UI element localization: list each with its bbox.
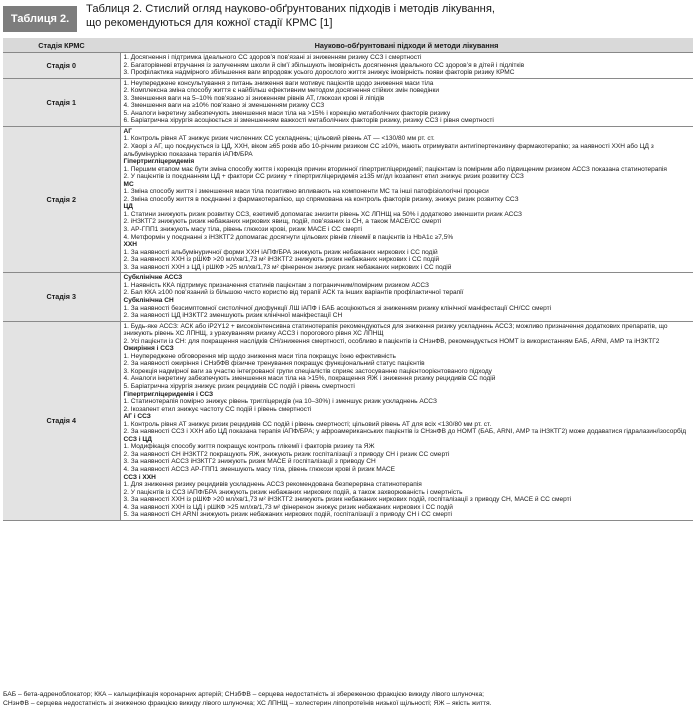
recommendation-item: 2. У пацієнтів із ССЗ іАПФ/БРА знижують ризик небажаних ниркових подій, а також захворюваність і смертність bbox=[123, 488, 463, 496]
recommendation-item: 1. Для зниження ризику рецидивів ускладнень АССЗ рекомендована безперервна статинотерапія bbox=[123, 481, 422, 489]
recommendation-item: 1. Статини знижують ризик розвитку ССЗ, езетиміб допомагає знизити рівень ХС ЛПНЩ на 50% і додатково зменшити ризик АССЗ bbox=[123, 210, 522, 218]
recommendation-item: 4. Метформін у поєднанні з іНЗКТГ2 допомагає досягнути цільових рівнів глікемії в пацієнтів із HbA1c ≥7,5% bbox=[123, 233, 454, 241]
table-badge: Таблиця 2. bbox=[3, 6, 77, 32]
recommendation-item: 3. Профілактика надмірного збільшення ваги впродовж усього дорослого життя знижує імовірність появи факторів ризику КРМС bbox=[123, 69, 515, 77]
subheading: ССЗ і ХХН bbox=[123, 473, 156, 481]
recommendation-item: 1. Неупереджене обговорення мір щодо зниження маси тіла покращує їхню ефективність bbox=[123, 352, 396, 360]
recommendation-item: 3. Зменшення ваги на 5–10% пов’язано зі зниженням рівнів АТ, глюкози крові й ліпідів bbox=[123, 94, 385, 102]
recommendation-item: 2. Бал ККА ≥100 пов’язаний із більшою чисто користю від терапії АСК та інших варіантів профілактичної терапії bbox=[123, 289, 464, 297]
recommendation-item: 2. За наявності СН іНЗКТГ2 покращують ЯЖ, знижують ризик госпіталізації з приводу СН і ризик СС смерті bbox=[123, 450, 450, 458]
subheading: Гіпертригліцеридемія bbox=[123, 158, 195, 166]
recommendation-item: 2. За наявності ЦД іНЗКТГ2 зменшують ризик клінічної маніфестації СН bbox=[123, 312, 343, 320]
table-row bbox=[3, 273, 693, 321]
recommendation-item: 6. Баріатрична хірургія асоціюється зі зменшенням важкості метаболічних факторів ризику, ризику ССЗ і рівня смертності bbox=[123, 117, 494, 125]
approaches-cell bbox=[120, 78, 693, 126]
subheading: АГ і ССЗ bbox=[123, 413, 151, 421]
recommendation-item: 2. Зміна способу життя в поєднанні з фармакотерапією, що спрямована на контроль факторів ризику, знижує ризик розвитку ССЗ bbox=[123, 195, 519, 203]
recommendation-item: 1. За наявності альбумінуричної форми ХХН іАПФ/БРА знижують ризик небажаних ниркових і СС подій bbox=[123, 248, 438, 256]
recommendation-item: 2. Ікозапент етил знижує частоту СС подій і рівень смертності bbox=[123, 405, 312, 413]
recommendation-item: 1. За наявності безсимптомної систолічної дисфункції ЛШ іАПФ і БАБ асоціюються зі зниженням ризику клінічної маніфестації СН/СС смерті bbox=[123, 304, 552, 312]
table-header bbox=[0, 0, 696, 38]
footnote-line-1: БАБ – бета-адреноблокатор; ККА – кальцифікація коронарних артерій; СНзбФВ – серцева недостатність зі збереженою фракцією викиду лівого шлуночка; bbox=[3, 691, 485, 698]
subheading: ССЗ і ЦД bbox=[123, 435, 152, 443]
recommendation-item: 2. Хворі з АГ, що поєднується із ЦД, ХХН, віком ≥65 років або 10-річним ризиком СС ≥10%, мають отримувати антигіпертензивну фармакотерапію; за наявності ХХН або ЦД з альбумінурією показана терапія іАПФ/БРА bbox=[123, 143, 654, 158]
subheading: ЦД bbox=[123, 203, 133, 211]
recommendation-item: 4. За наявності ХХН із ЦД і рШКФ >25 мл/хв/1,73 м² фінеренон знижує ризик небажаних ниркових і СС подій bbox=[123, 503, 453, 511]
table-title bbox=[86, 2, 686, 30]
recommendation-item: 2. Комплексна зміна способу життя є найбільш ефективним методом досягнення стійких змін поведінки bbox=[123, 87, 440, 95]
column-header-stage: Стадія КРМС bbox=[3, 38, 120, 53]
recommendation-item: 2. іНЗКТГ2 знижують ризик небажаних ниркових явищ, подій, пов’язаних із СН, а також МАСЕ/СС смерті bbox=[123, 218, 442, 226]
table-title-line-1: Таблиця 2. Стислий огляд науково-обґрунтованих підходів і методів лікування, bbox=[86, 3, 496, 15]
recommendation-item: 5. Аналоги інкретину забезпечують зменшення маси тіла на >15% і корекцію метаболічних факторів ризику bbox=[123, 109, 451, 117]
recommendation-item: 3. За наявності ХХН з ЦД і рШКФ >25 мл/хв/1,73 м² фінеренон знижує ризик небажаних ниркових і СС подій bbox=[123, 263, 452, 271]
subheading: Гіпертригліцеридемія і ССЗ bbox=[123, 390, 214, 398]
subheading: ХХН bbox=[123, 241, 137, 249]
recommendation-item: 5. За наявності СН ARNI знижують ризик небажаних ниркових подій, госпіталізації з приводу СН і СС смерті bbox=[123, 511, 452, 519]
footnote bbox=[3, 690, 693, 708]
recommendation-item: 1. Наявність ККА підтримує призначення статинів пацієнтам з пограничним/помірним ризиком АССЗ bbox=[123, 281, 429, 289]
recommendation-item: 2. У пацієнтів із поєднанням ЦД + фактори СС ризику + гіпертригліцеридемія ≥135 мг/дл ікозапент етил знижує ризик розвитку ССЗ bbox=[123, 173, 524, 181]
recommendation-item: 1. Будь-яке АССЗ: АСК або іР2Y12 + високоінтенсивна статинотерапія рекомендуються для зниження ризику ускладнень АССЗ; можливо призначення додаткових препаратів, що знижують рівень ХС ЛПНЩ, з урахуванням ризику АССЗ і порогового рівня ХС ЛПНЩ bbox=[123, 322, 668, 338]
table-head-row bbox=[3, 38, 693, 53]
recommendation-item: 1. Контроль рівня АТ знижує ризик рецидивів СС подій і рівень смертності; цільовий рівень АТ для всіх <130/80 мм рт. ст. bbox=[123, 420, 492, 428]
table-row bbox=[3, 126, 693, 272]
footnote-line-2: СНзнФВ – серцева недостатність зі зниженою фракцією викиду лівого шлуночка; ХС ЛПНЩ – холестерин ліпопротеїнів низької щільності; ЯЖ – якість життя. bbox=[3, 700, 492, 707]
approaches-cell bbox=[120, 321, 693, 520]
recommendation-item: 1. Неупереджене консультування з питань зниження ваги мотивує пацієнтів щодо зниження маси тіла bbox=[123, 79, 434, 87]
recommendation-item: 3. АР-ГПП1 знижують масу тіла, рівень глюкози крові, ризик МАСЕ і СС смерті bbox=[123, 226, 362, 234]
recommendation-item: 3. За наявності АССЗ іНЗКТГ2 знижують ризик МАСЕ й госпіталізації з приводу СН bbox=[123, 458, 376, 466]
approaches-cell bbox=[120, 273, 693, 321]
recommendation-item: 1. Модифікація способу життя покращує контроль глікемії і факторів ризику та ЯЖ bbox=[123, 443, 375, 451]
recommendation-item: 2. Багаторівневі втручання із залученням школи й сім’ї збільшують імовірність досягнення ідеального СС здоров’я в дітей і підлітків bbox=[123, 61, 525, 69]
approaches-cell bbox=[120, 53, 693, 79]
recommendation-item: 1. Зміна способу життя і зменшення маси тіла позитивно впливають на компоненти МС та інші патофізіологічні процеси bbox=[123, 188, 489, 196]
recommendation-item: 3. За наявності ХХН із рШКФ >20 мл/хв/1,73 м² іНЗКТГ2 знижують ризик небажаних ниркових подій, госпіталізації з приводу СН, МАСЕ й СС смерті bbox=[123, 496, 572, 504]
recommendation-item: 1. Контроль рівня АТ знижує ризик численних СС ускладнень; цільовий рівень АТ — <130/80 мм рт. ст. bbox=[123, 135, 435, 143]
stage-cell: Стадія 4 bbox=[3, 321, 120, 520]
recommendation-item: 1. Першим етапом має бути зміна способу життя і корекція причин вторинної гіпертригліцеридемії; пацієнтам із помірним або підвищеним ризиком АССЗ показана статинотерапія bbox=[123, 165, 667, 173]
treatment-table bbox=[3, 38, 693, 521]
subheading: Субклінічне АССЗ bbox=[123, 274, 183, 282]
recommendation-item: 1. Статинотерапія помірно знижує рівень тригліцеридів (на 10–30%) і зменшує ризик ускладнень АССЗ bbox=[123, 398, 437, 406]
table-body bbox=[3, 53, 693, 521]
recommendation-item: 4. Аналоги інкретину забезпечують зменшення маси тіла на >15%, покращення ЯЖ і зниження ризику рецидивів СС подій bbox=[123, 375, 496, 383]
stage-cell: Стадія 3 bbox=[3, 273, 120, 321]
column-header-approaches: Науково-обґрунтовані підходи й методи лікування bbox=[120, 38, 693, 53]
recommendation-item: 2. За наявності ожиріння і СНзбФВ фізичне тренування покращує функціональний статус пацієнтів bbox=[123, 360, 425, 368]
recommendation-item: 4. За наявності АССЗ АР-ГПП1 зменшують масу тіла, рівень глюкози крові й ризик МАСЕ bbox=[123, 465, 396, 473]
stage-cell: Стадія 1 bbox=[3, 78, 120, 126]
table-title-line-2: що рекомендуються для кожної стадії КРМС [1] bbox=[86, 17, 333, 29]
subheading: Ожиріння і ССЗ bbox=[123, 345, 174, 353]
approaches-cell bbox=[120, 126, 693, 272]
recommendation-item: 2. Усі пацієнти із СН: для покращення наслідків СН/зниження смертності, особливо в пацієнтів із СНзнФВ, рекомендується НОМТ із використанням БАБ, ARNI, AMP та іНЗКТГ2 bbox=[123, 337, 660, 345]
recommendation-item: 2. За наявності ССЗ і ХХН або ЦД показана терапія іАПФ/БРА; у афроамериканських пацієнтів із СНзнФВ до НОМТ (БАБ, ARNI, AMP та іНЗКТГ2) може додаватися гідралазин/ізосорбід bbox=[123, 428, 687, 436]
table-row bbox=[3, 321, 693, 520]
recommendation-item: 3. Корекція надмірної ваги за участю інтегрованої групи спеціалістів сприяє застосуванню пацієнтоорієнтованого підходу bbox=[123, 367, 492, 375]
stage-cell: Стадія 0 bbox=[3, 53, 120, 79]
recommendation-item: 5. Баріатрична хірургія знижує ризик рецидивів СС подій і рівень смертності bbox=[123, 382, 355, 390]
stage-cell: Стадія 2 bbox=[3, 126, 120, 272]
recommendation-item: 2. За наявності ХХН із рШКФ >20 мл/хв/1,73 м² іНЗКТГ2 знижують ризик небажаних ниркових і СС подій bbox=[123, 256, 440, 264]
subheading: АГ bbox=[123, 127, 132, 135]
recommendation-item: 1. Досягнення і підтримка ідеального СС здоров’я пов’язані зі зниженням ризику ССЗ і смертності bbox=[123, 54, 422, 61]
subheading: Субклінічна СН bbox=[123, 296, 174, 304]
table-row bbox=[3, 53, 693, 79]
subheading: МС bbox=[123, 180, 134, 188]
recommendation-item: 4. Зменшення ваги на ≥10% пов’язано зі зменшенням ризику ССЗ bbox=[123, 102, 325, 110]
table-row bbox=[3, 78, 693, 126]
